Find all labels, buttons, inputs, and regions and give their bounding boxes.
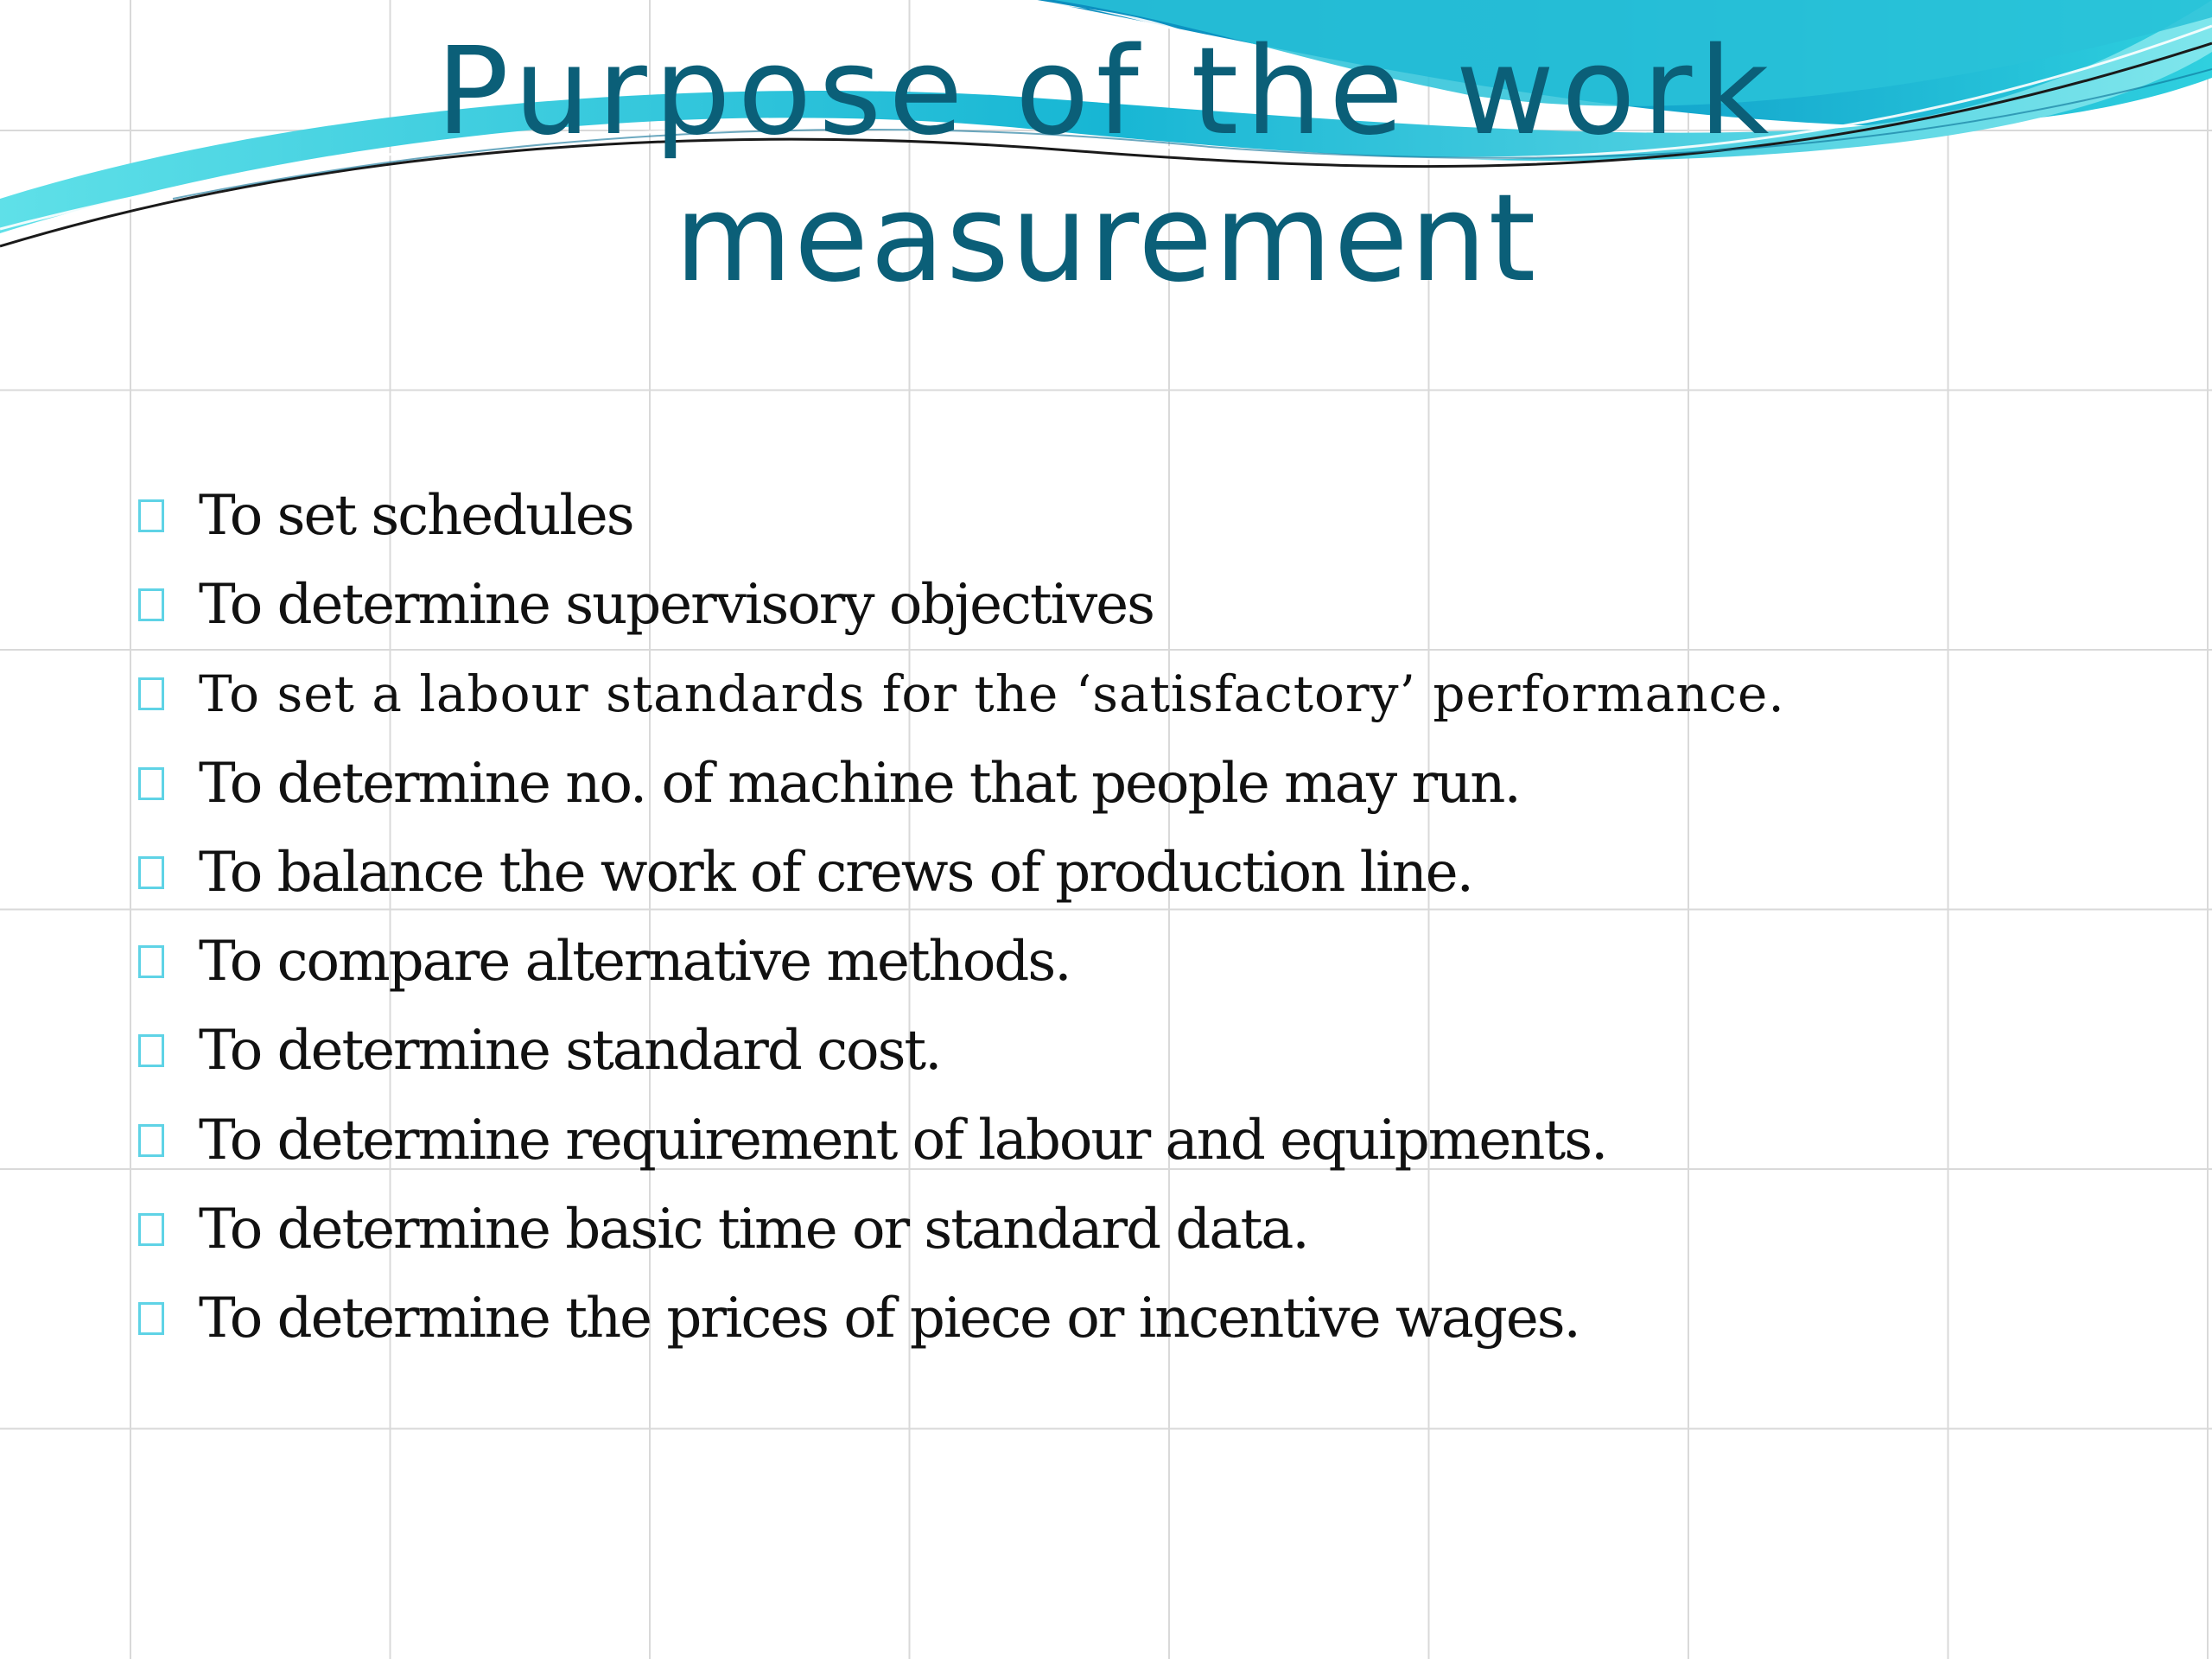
title-line-2: measurement <box>674 168 1538 309</box>
square-bullet-icon <box>138 856 164 889</box>
title-line-1: Purpose of the work <box>435 22 1777 162</box>
bullet-text: To determine the prices of piece or incentive wages. <box>199 1287 1580 1351</box>
bullet-text: To determine supervisory objectives <box>199 572 1154 637</box>
bullet-item <box>138 828 2126 917</box>
square-bullet-icon <box>138 588 164 621</box>
bullet-item <box>138 560 2126 649</box>
bullet-text: To balance the work of crews of production line. <box>199 840 1472 905</box>
square-bullet-icon <box>138 1034 164 1067</box>
bullet-text: To determine no. of machine that people may run. <box>199 751 1520 816</box>
bullet-item <box>138 739 2126 828</box>
bullet-list <box>138 471 2126 1363</box>
square-bullet-icon <box>138 1124 164 1157</box>
bullet-item <box>138 1185 2126 1274</box>
square-bullet-icon <box>138 945 164 978</box>
bullet-text: To determine requirement of labour and equipments. <box>199 1108 1607 1173</box>
bullet-text: To compare alternative methods. <box>199 930 1071 995</box>
bullet-item <box>138 650 2126 739</box>
square-bullet-icon <box>138 677 164 710</box>
square-bullet-icon <box>138 499 164 532</box>
square-bullet-icon <box>138 1213 164 1246</box>
bullet-item <box>138 917 2126 1006</box>
slide-title <box>259 19 1953 313</box>
bullet-item <box>138 1007 2126 1096</box>
bullet-text: To determine basic time or standard data. <box>199 1198 1308 1262</box>
bullet-text: To determine standard cost. <box>199 1019 941 1084</box>
square-bullet-icon <box>138 767 164 800</box>
square-bullet-icon <box>138 1302 164 1335</box>
bullet-item <box>138 471 2126 560</box>
bullet-item <box>138 1096 2126 1185</box>
bullet-text: To set schedules <box>199 483 633 548</box>
bullet-text: To set a labour standards for the ‘satisfactory’ performance. <box>199 664 1785 724</box>
bullet-item <box>138 1274 2126 1363</box>
